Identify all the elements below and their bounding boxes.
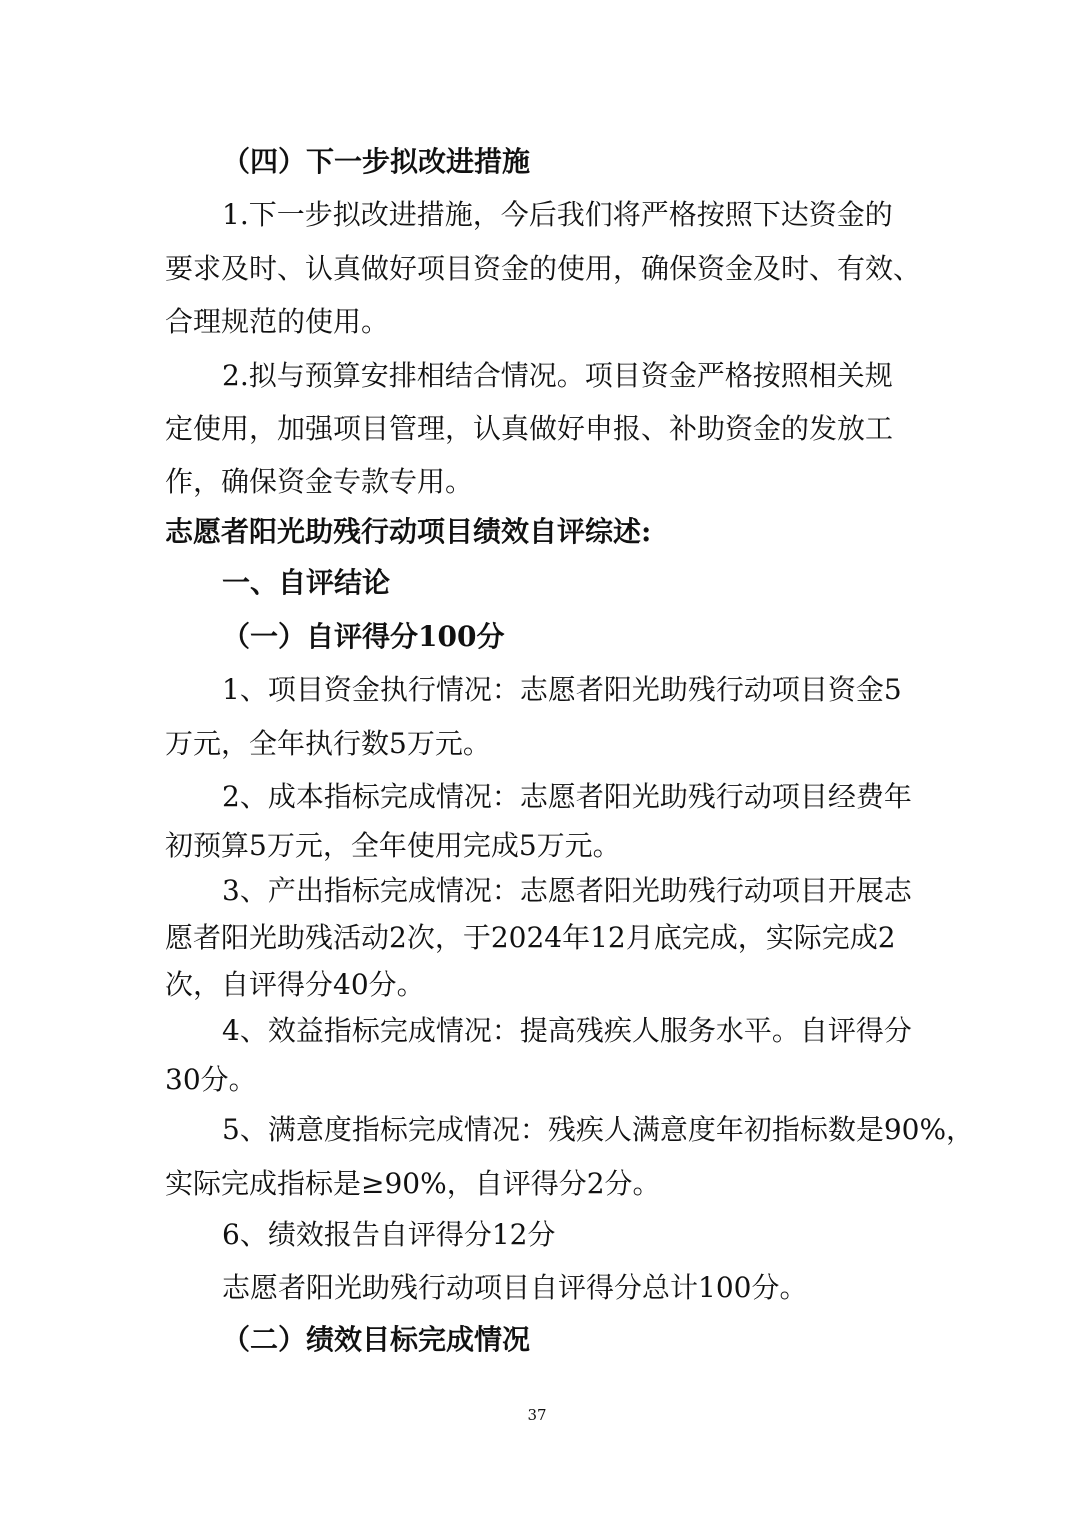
paragraph-line: 2.拟与预算安排相结合情况。项目资金严格按照相关规 [222,359,893,392]
paragraph-line: 30分。 [165,1063,257,1096]
paragraph-line: 志愿者阳光助残行动项目自评得分总计100分。 [222,1271,808,1304]
paragraph-line: 万元，全年执行数5万元。 [165,727,491,760]
paragraph-line: 1.下一步拟改进措施，今后我们将严格按照下达资金的 [222,198,893,231]
paragraph-line: 要求及时、认真做好项目资金的使用，确保资金及时、有效、 [165,252,922,285]
project-summary-title: 志愿者阳光助残行动项目绩效自评综述: [165,515,652,548]
paragraph-line: 5、满意度指标完成情况：残疾人满意度年初指标数是90%， [222,1113,975,1146]
section-heading-improvement-measures: （四）下一步拟改进措施 [222,145,531,178]
paragraph-line: 实际完成指标是≥90%，自评得分2分。 [165,1167,661,1200]
paragraph-line: 1、项目资金执行情况：志愿者阳光助残行动项目资金5 [222,673,902,706]
paragraph-line: 定使用，加强项目管理，认真做好申报、补助资金的发放工 [165,412,894,445]
page-number: 37 [527,1406,547,1424]
paragraph-line: 4、效益指标完成情况：提高残疾人服务水平。自评得分 [222,1014,912,1047]
paragraph-line: 愿者阳光助残活动2次，于2024年12月底完成，实际完成2 [165,921,896,954]
paragraph-line: 初预算5万元，全年使用完成5万元。 [165,829,621,862]
paragraph-line: 作，确保资金专款专用。 [165,465,474,498]
subsection-heading-goal-completion: （二）绩效目标完成情况 [222,1323,531,1356]
paragraph-line: 次，自评得分40分。 [165,968,425,1001]
section-heading-self-evaluation-conclusion: 一、自评结论 [222,566,391,599]
paragraph-line: 2、成本指标完成情况：志愿者阳光助残行动项目经费年 [222,780,912,813]
paragraph-line: 6、绩效报告自评得分12分 [222,1218,556,1251]
paragraph-line: 3、产出指标完成情况：志愿者阳光助残行动项目开展志 [222,874,912,907]
paragraph-line: 合理规范的使用。 [165,305,390,338]
subsection-heading-score: （一）自评得分100分 [222,620,505,653]
